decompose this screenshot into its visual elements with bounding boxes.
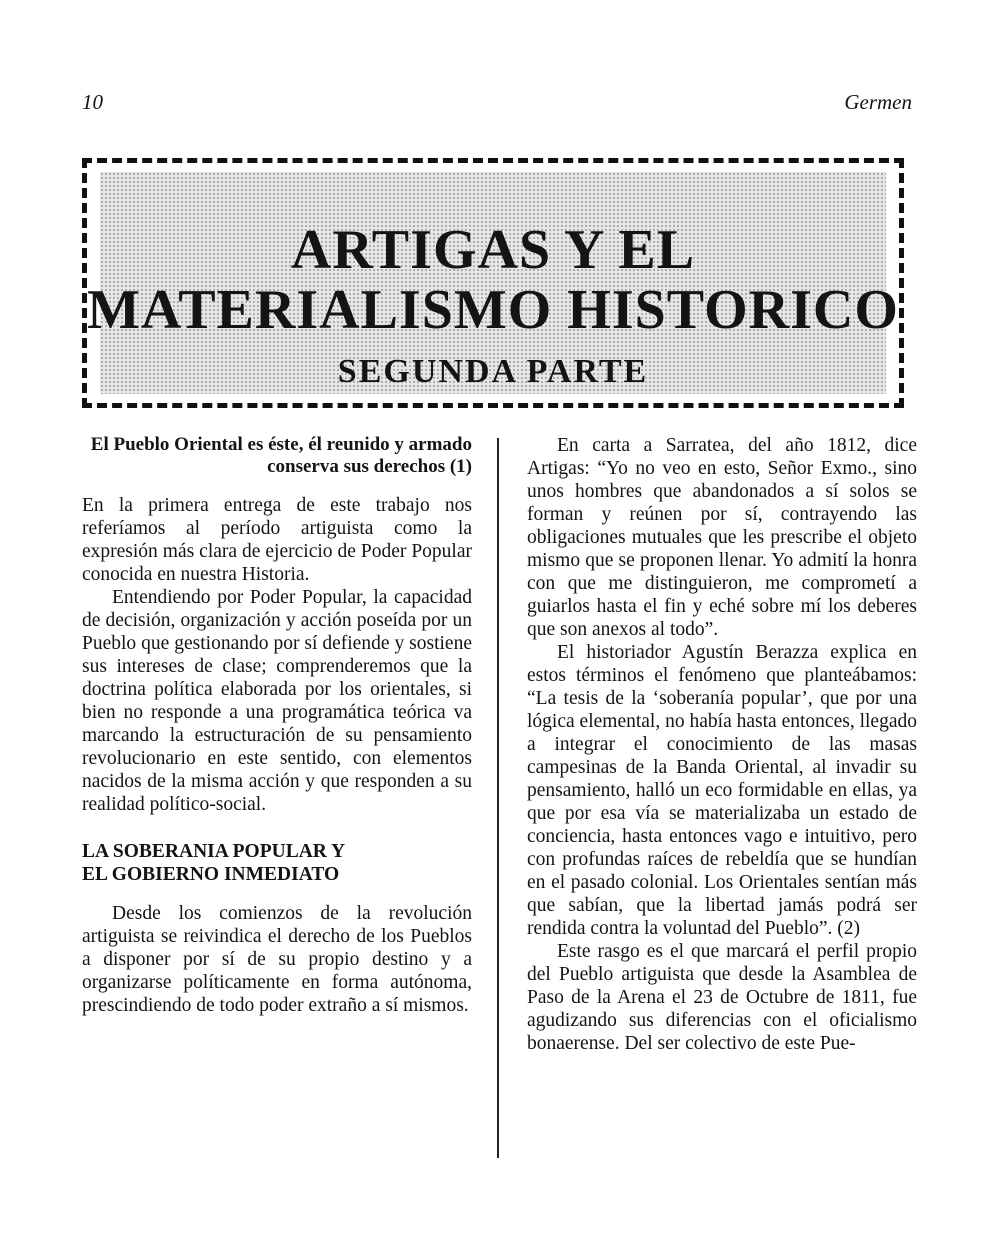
title-line-1: ARTIGAS Y EL: [290, 219, 696, 281]
right-column: [527, 434, 917, 1055]
section-heading-line-2: EL GOBIERNO INMEDIATO: [82, 864, 340, 885]
column-divider: [497, 438, 499, 1158]
left-column: [82, 434, 472, 1017]
paragraph: Entendiendo por Poder Popular, la capacidad de decisión, organización y acción poseída por un Pueblo que gestionando por sí defiende y sostiene sus intereses de clase; comprenderemos que la doctrina política elaborada por los orientales, si bien no responde a una programática teórica va marcando la estructuración de su pensamiento revolucionario en este sentido, con elementos nacidos de la misma acción y que responden a su realidad político-social.: [82, 587, 472, 815]
paragraph: El historiador Agustín Berazza explica en estos términos el fenómeno que planteábamos: “La tesis de la ‘soberanía popular’, que por una lógica elemental, no había hasta entonces, llegado a integrar el conocimiento de las masas campesinas de la Banda Oriental, al invadir su pensamiento, halló un eco formidable en ellas, ya que por esa vía se materializaba un estado de conciencia, hasta entonces vago e intuitivo, pero con profundas raíces de rebeldía que se hundían en el pasado colonial. Los Orientales sentían más que sabían, que la libertad jamás podrá ser rendida contra la voluntad del Pueblo”. (2): [527, 642, 917, 939]
article-title: [82, 158, 904, 394]
title-subtitle: SEGUNDA PARTE: [337, 353, 649, 390]
epigraph: El Pueblo Oriental es éste, él reunido y armado conserva sus derechos (1): [90, 434, 472, 477]
page-number: 10: [82, 90, 103, 114]
section-heading: [82, 840, 472, 886]
paragraph: En carta a Sarratea, del año 1812, dice Artigas: “Yo no veo en esto, Señor Exmo., sino unos hombres que abandonados a sí solos se forman y reúnen por sí, contrayendo las obligaciones mutuales que les prescribe el objeto mismo que se proponen llenar. Yo admití la honra con que me distinguieron, me comprometí a guiarlos hasta el fin y eché sobre mí los deberes que son anexos al todo”.: [527, 435, 917, 640]
paragraph: Desde los comienzos de la revolución artiguista se reivindica el derecho de los Pueblos a disponer por sí de su propio destino y a organizarse políticamente en forma autónoma, prescindiendo de todo poder extraño a sí mismos.: [82, 903, 472, 1016]
paragraph: Este rasgo es el que marcará el perfil propio del Pueblo artiguista que desde la Asamblea de Paso de la Arena el 23 de Octubre de 1811, fue agudizando sus diferencias con el oficialismo bonaerense. Del ser colectivo de este Pue-: [527, 941, 917, 1054]
title-line-2: MATERIALISMO HISTORICO: [87, 279, 899, 341]
paragraph: En la primera entrega de este trabajo nos referíamos al período artiguista como la expresión más clara de ejercicio de Poder Popular conocida en nuestra Historia.: [82, 495, 472, 585]
section-heading-line-1: LA SOBERANIA POPULAR Y: [82, 841, 346, 862]
running-head: Germen: [844, 90, 912, 114]
